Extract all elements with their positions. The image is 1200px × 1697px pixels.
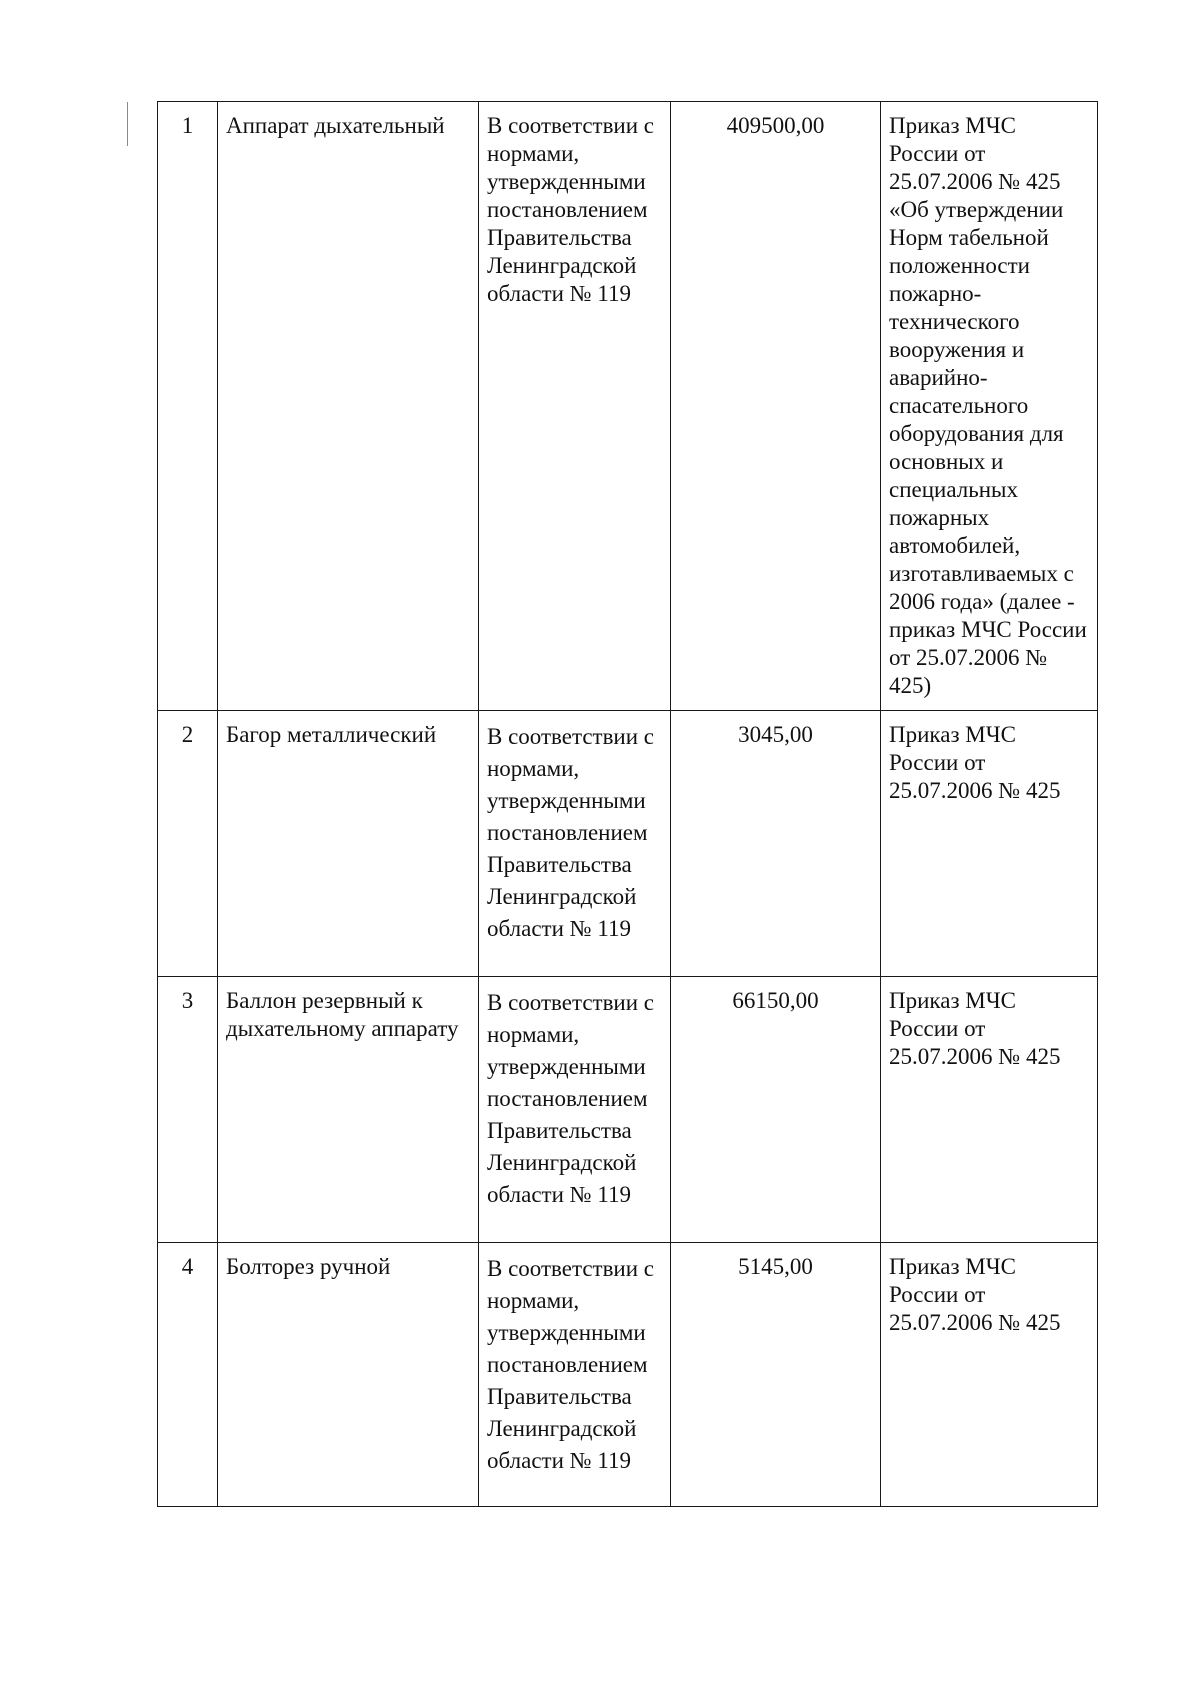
item-name: Багор металлический — [218, 711, 479, 977]
item-price: 5145,00 — [671, 1243, 881, 1507]
item-name: Баллон резервный к дыхательному аппарату — [218, 977, 479, 1243]
item-reference: Приказ МЧС России от 25.07.2006 № 425 «Об утверждении Норм табельной положенности пожарно-технического вооружения и аварийно-спасательного оборудования для основных и специальных пожарных автомобилей, изготавливаемых с 2006 года» (далее - приказ МЧС России от 25.07.2006 № 425) — [881, 102, 1098, 711]
row-number: 1 — [158, 102, 218, 711]
table-row — [158, 1243, 1098, 1507]
item-reference: Приказ МЧС России от 25.07.2006 № 425 — [881, 711, 1098, 977]
item-reference: Приказ МЧС России от 25.07.2006 № 425 — [881, 977, 1098, 1243]
item-price: 66150,00 — [671, 977, 881, 1243]
table-row — [158, 102, 1098, 711]
table-row — [158, 977, 1098, 1243]
item-basis: В соответствии с нормами, утвержденными постановлением Правительства Ленинградской области № 119 — [479, 102, 671, 711]
item-basis: В соответствии с нормами, утвержденными постановлением Правительства Ленинградской области № 119 — [479, 1243, 671, 1507]
item-name: Аппарат дыхательный — [218, 102, 479, 711]
scan-margin-mark — [127, 102, 128, 146]
item-reference: Приказ МЧС России от 25.07.2006 № 425 — [881, 1243, 1098, 1507]
row-number: 3 — [158, 977, 218, 1243]
item-price: 3045,00 — [671, 711, 881, 977]
item-name: Болторез ручной — [218, 1243, 479, 1507]
equipment-table — [157, 101, 1098, 1507]
table-row — [158, 711, 1098, 977]
item-price: 409500,00 — [671, 102, 881, 711]
item-basis: В соответствии с нормами, утвержденными постановлением Правительства Ленинградской области № 119 — [479, 977, 671, 1243]
item-basis: В соответствии с нормами, утвержденными постановлением Правительства Ленинградской области № 119 — [479, 711, 671, 977]
row-number: 2 — [158, 711, 218, 977]
row-number: 4 — [158, 1243, 218, 1507]
